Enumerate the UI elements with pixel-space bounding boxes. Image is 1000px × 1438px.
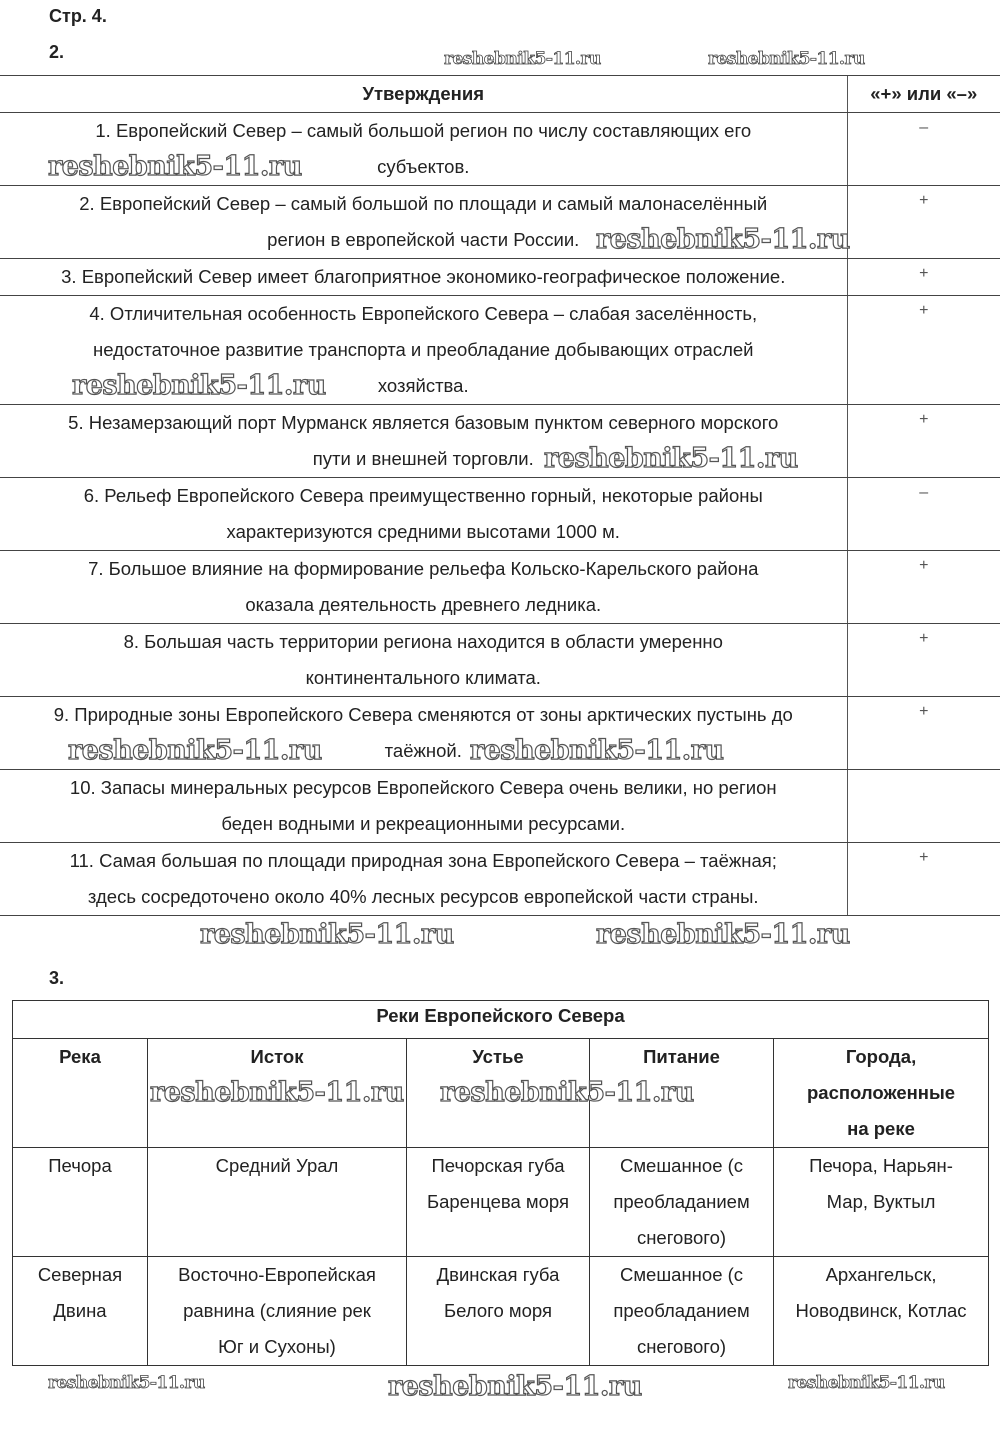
statement-text [0, 551, 847, 624]
statement-line: хозяйства. [377, 375, 469, 396]
statement-row [0, 186, 1000, 259]
cell-line: Мар, Вуктыл [826, 1191, 936, 1212]
cell-line: Архангельск, [825, 1264, 937, 1285]
column-header [774, 1039, 989, 1148]
statement-line: субъектов. [377, 156, 470, 177]
statement-row [0, 770, 1000, 843]
statement-text [0, 478, 847, 551]
statement-text [0, 624, 847, 697]
river-cell [407, 1148, 590, 1257]
statement-row [0, 405, 1000, 478]
statement-sign: + [847, 551, 1000, 624]
header-line: Исток [250, 1046, 304, 1067]
header-line: расположенные [806, 1082, 956, 1103]
river-cell [407, 1257, 590, 1366]
cell-line: Смешанное (с [619, 1264, 744, 1285]
watermark: reshebnik5-11.ru [708, 49, 865, 69]
watermark: reshebnik5-11.ru [788, 1373, 945, 1393]
statement-row [0, 551, 1000, 624]
river-cell [590, 1148, 774, 1257]
page-label: Стр. 4. [49, 6, 107, 26]
statement-row [0, 624, 1000, 697]
cell-line: Новодвинск, Котлас [795, 1300, 967, 1321]
statement-line: характеризуются средними высотами 1000 м. [226, 521, 620, 542]
cell-line: Юг и Сухоны) [218, 1336, 336, 1357]
watermark: reshebnik5-11.ru [388, 1371, 642, 1402]
statement-sign: + [847, 186, 1000, 259]
cell-line: Печорская губа [431, 1155, 565, 1176]
cell-line: Двинская губа [436, 1264, 560, 1285]
statement-line: оказала деятельность древнего ледника. [245, 594, 602, 615]
column-header [13, 1039, 148, 1148]
statement-line: таёжной. [384, 740, 462, 761]
watermark: reshebnik5-11.ru [440, 1077, 694, 1108]
statement-sign: + [847, 259, 1000, 296]
rivers-table-title: Реки Европейского Севера [13, 1001, 989, 1039]
statement-line: беден водными и рекреационными ресурсами. [221, 813, 626, 834]
cell-line: Восточно-Европейская [178, 1264, 376, 1285]
cell-line: снегового) [636, 1227, 727, 1248]
task-2-number: 2. [49, 42, 65, 62]
statement-line: континентального климата. [305, 667, 541, 688]
watermark: reshebnik5-11.ru [72, 370, 326, 401]
header-line: Питание [643, 1046, 720, 1067]
cell-line: преобладанием [613, 1191, 750, 1212]
rivers-table [12, 1000, 989, 1366]
watermark: reshebnik5-11.ru [469, 735, 724, 766]
statement-row [0, 478, 1000, 551]
statement-sign: – [847, 113, 1000, 186]
statement-sign [847, 770, 1000, 843]
cell-line: снегового) [636, 1336, 727, 1357]
statement-line: недостаточное развитие транспорта и преобладание добывающих отраслей [92, 339, 754, 360]
watermark: reshebnik5-11.ru [544, 443, 798, 474]
river-cell [148, 1148, 407, 1257]
statement-line: 9. Природные зоны Европейского Севера сменяются от зоны арктических пустынь до [53, 704, 793, 725]
watermark: reshebnik5-11.ru [48, 151, 302, 182]
header-line: Города, [845, 1046, 917, 1067]
cell-line: равнина (слияние рек [183, 1300, 371, 1321]
statement-text [0, 770, 847, 843]
task-3-number: 3. [49, 968, 65, 988]
watermark: reshebnik5-11.ru [596, 919, 850, 950]
watermark: reshebnik5-11.ru [48, 1373, 205, 1393]
river-cell [774, 1257, 989, 1366]
statement-line: пути и внешней торговли. [312, 448, 534, 469]
statement-row [0, 843, 1000, 916]
cell-line: Средний Урал [215, 1155, 339, 1176]
statement-line: 5. Незамерзающий порт Мурманск является базовым пунктом северного морского [68, 412, 779, 433]
statement-sign: + [847, 697, 1000, 770]
cell-line: Печора [48, 1155, 112, 1176]
cell-line: Белого моря [444, 1300, 552, 1321]
statement-sign: + [847, 296, 1000, 405]
watermark: reshebnik5-11.ru [68, 735, 322, 766]
cell-line: Баренцева моря [426, 1191, 570, 1212]
watermark: reshebnik5-11.ru [150, 1077, 404, 1108]
statement-sign: – [847, 478, 1000, 551]
statement-line: 11. Самая большая по площади природная зона Европейского Севера – таёжная; [69, 850, 777, 871]
statement-sign: + [847, 405, 1000, 478]
statements-table [0, 75, 1000, 916]
cell-line: Печора, Нарьян- [809, 1155, 953, 1176]
statement-line: 8. Большая часть территории региона находится в области умеренно [123, 631, 723, 652]
statement-text [0, 259, 847, 296]
statement-line: 4. Отличительная особенность Европейского Севера – слабая заселённость, [89, 303, 758, 324]
river-cell [13, 1148, 148, 1257]
statement-sign: + [847, 843, 1000, 916]
cell-line: Двина [53, 1300, 107, 1321]
statement-line: 7. Большое влияние на формирование рельефа Кольско-Карельского района [88, 558, 759, 579]
statement-line: регион в европейской части России. [267, 229, 580, 250]
header-sign: «+» или «–» [847, 76, 1000, 113]
statement-line: 2. Европейский Север – самый большой по площади и самый малонаселённый [79, 193, 768, 214]
statement-line: 10. Запасы минеральных ресурсов Европейского Севера очень велики, но регион [69, 777, 777, 798]
cell-line: Северная [37, 1264, 123, 1285]
header-line: на реке [847, 1118, 915, 1139]
watermark: reshebnik5-11.ru [596, 224, 850, 255]
river-row [13, 1148, 989, 1257]
statement-line: здесь сосредоточено около 40% лесных ресурсов европейской части страны. [87, 886, 759, 907]
statement-sign: + [847, 624, 1000, 697]
river-cell [148, 1257, 407, 1366]
header-line: Устье [472, 1046, 524, 1067]
statement-line: 1. Европейский Север – самый большой регион по числу составляющих его [95, 120, 752, 141]
watermark: reshebnik5-11.ru [200, 919, 454, 950]
statement-line: 6. Рельеф Европейского Севера преимущественно горный, некоторые районы [83, 485, 763, 506]
cell-line: преобладанием [613, 1300, 750, 1321]
watermark: reshebnik5-11.ru [444, 49, 601, 69]
cell-line: Смешанное (с [619, 1155, 744, 1176]
river-row [13, 1257, 989, 1366]
river-cell [590, 1257, 774, 1366]
statement-row [0, 259, 1000, 296]
header-statements: Утверждения [0, 76, 847, 113]
statement-line: 3. Европейский Север имеет благоприятное экономико-географическое положение. [61, 266, 786, 287]
river-cell [774, 1148, 989, 1257]
river-cell [13, 1257, 148, 1366]
statement-text [0, 843, 847, 916]
header-line: Река [59, 1046, 101, 1067]
